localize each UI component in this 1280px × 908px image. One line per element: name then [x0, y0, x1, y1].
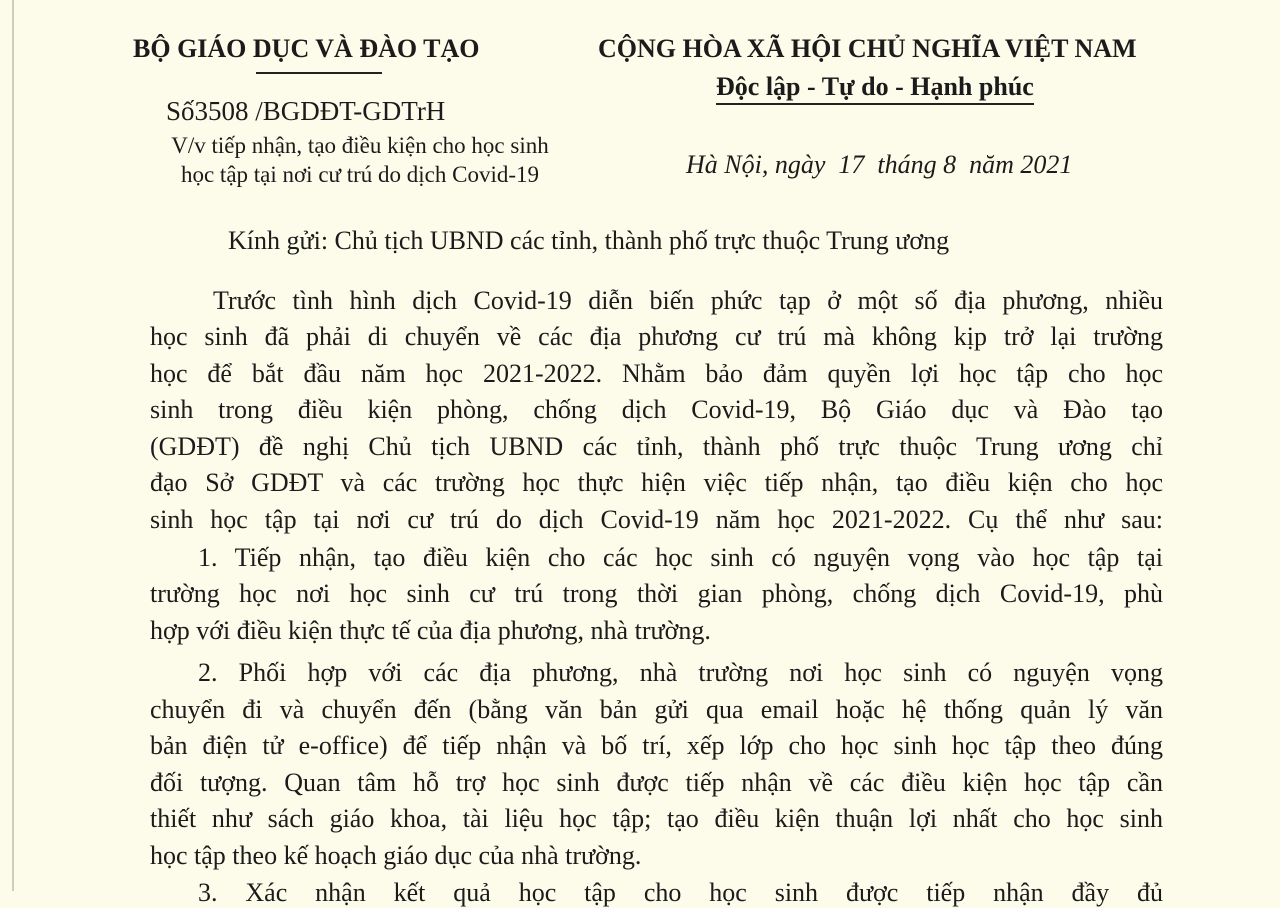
subject-line-1: V/v tiếp nhận, tạo điều kiện cho học sinh: [171, 133, 549, 158]
body-line: học để bắt đầu năm học 2021-2022. Nhằm bảo đảm quyền lợi học tập cho học: [150, 359, 1163, 388]
country-name: CỘNG HÒA XÃ HỘI CHỦ NGHĨA VIỆT NAM: [598, 34, 1137, 63]
document-number: Số3508 /BGDĐT-GDTrH: [166, 96, 446, 126]
ministry-underline: [256, 72, 382, 74]
ministry-name: BỘ GIÁO DỤC VÀ ĐÀO TẠO: [133, 34, 480, 63]
body-line: hợp với điều kiện thực tế của địa phương, nhà trường.: [150, 616, 711, 645]
recipient: Kính gửi: Chủ tịch UBND các tỉnh, thành phố trực thuộc Trung ương: [228, 226, 950, 255]
place-date: Hà Nội, ngày 17 tháng 8 năm 2021: [686, 150, 1073, 179]
body-line: thiết như sách giáo khoa, tài liệu học tập; tạo điều kiện thuận lợi nhất cho học sinh: [150, 804, 1163, 833]
body-line: 1. Tiếp nhận, tạo điều kiện cho các học sinh có nguyện vọng vào học tập tại: [198, 543, 1163, 572]
body-line: chuyển đi và chuyển đến (bằng văn bản gửi qua email hoặc hệ thống quản lý văn: [150, 695, 1163, 724]
body-line: trường học nơi học sinh cư trú trong thời gian phòng, chống dịch Covid-19, phù: [150, 579, 1163, 608]
body-line: đối tượng. Quan tâm hỗ trợ học sinh được tiếp nhận về các điều kiện học tập cần: [150, 768, 1163, 797]
body-line: Trước tình hình dịch Covid-19 diễn biến phức tạp ở một số địa phương, nhiều: [213, 286, 1163, 315]
motto: Độc lập - Tự do - Hạnh phúc: [716, 72, 1034, 105]
body-line: học sinh đã phải di chuyển về các địa phương cư trú mà không kịp trở lại trường: [150, 322, 1163, 351]
body-line: bản điện tử e-office) để tiếp nhận và bố trí, xếp lớp cho học sinh học tập theo đúng: [150, 731, 1163, 760]
body-line-cut-off: 3. Xác nhận kết quả học tập cho học sinh được tiếp nhận đầy đủ: [198, 878, 1163, 907]
body-line: đạo Sở GDĐT và các trường học thực hiện việc tiếp nhận, tạo điều kiện cho học: [150, 468, 1163, 497]
page-edge-divider: [12, 0, 14, 891]
body-line: học tập theo kế hoạch giáo dục của nhà trường.: [150, 841, 642, 870]
body-line: (GDĐT) đề nghị Chủ tịch UBND các tỉnh, thành phố trực thuộc Trung ương chỉ: [150, 432, 1163, 461]
subject-line-2: học tập tại nơi cư trú do dịch Covid-19: [180, 162, 540, 187]
body-line: sinh học tập tại nơi cư trú do dịch Covid-19 năm học 2021-2022. Cụ thể như sau:: [150, 505, 1163, 534]
body-line: 2. Phối hợp với các địa phương, nhà trường nơi học sinh có nguyện vọng: [198, 658, 1163, 687]
body-line: sinh trong điều kiện phòng, chống dịch Covid-19, Bộ Giáo dục và Đào tạo: [150, 395, 1163, 424]
